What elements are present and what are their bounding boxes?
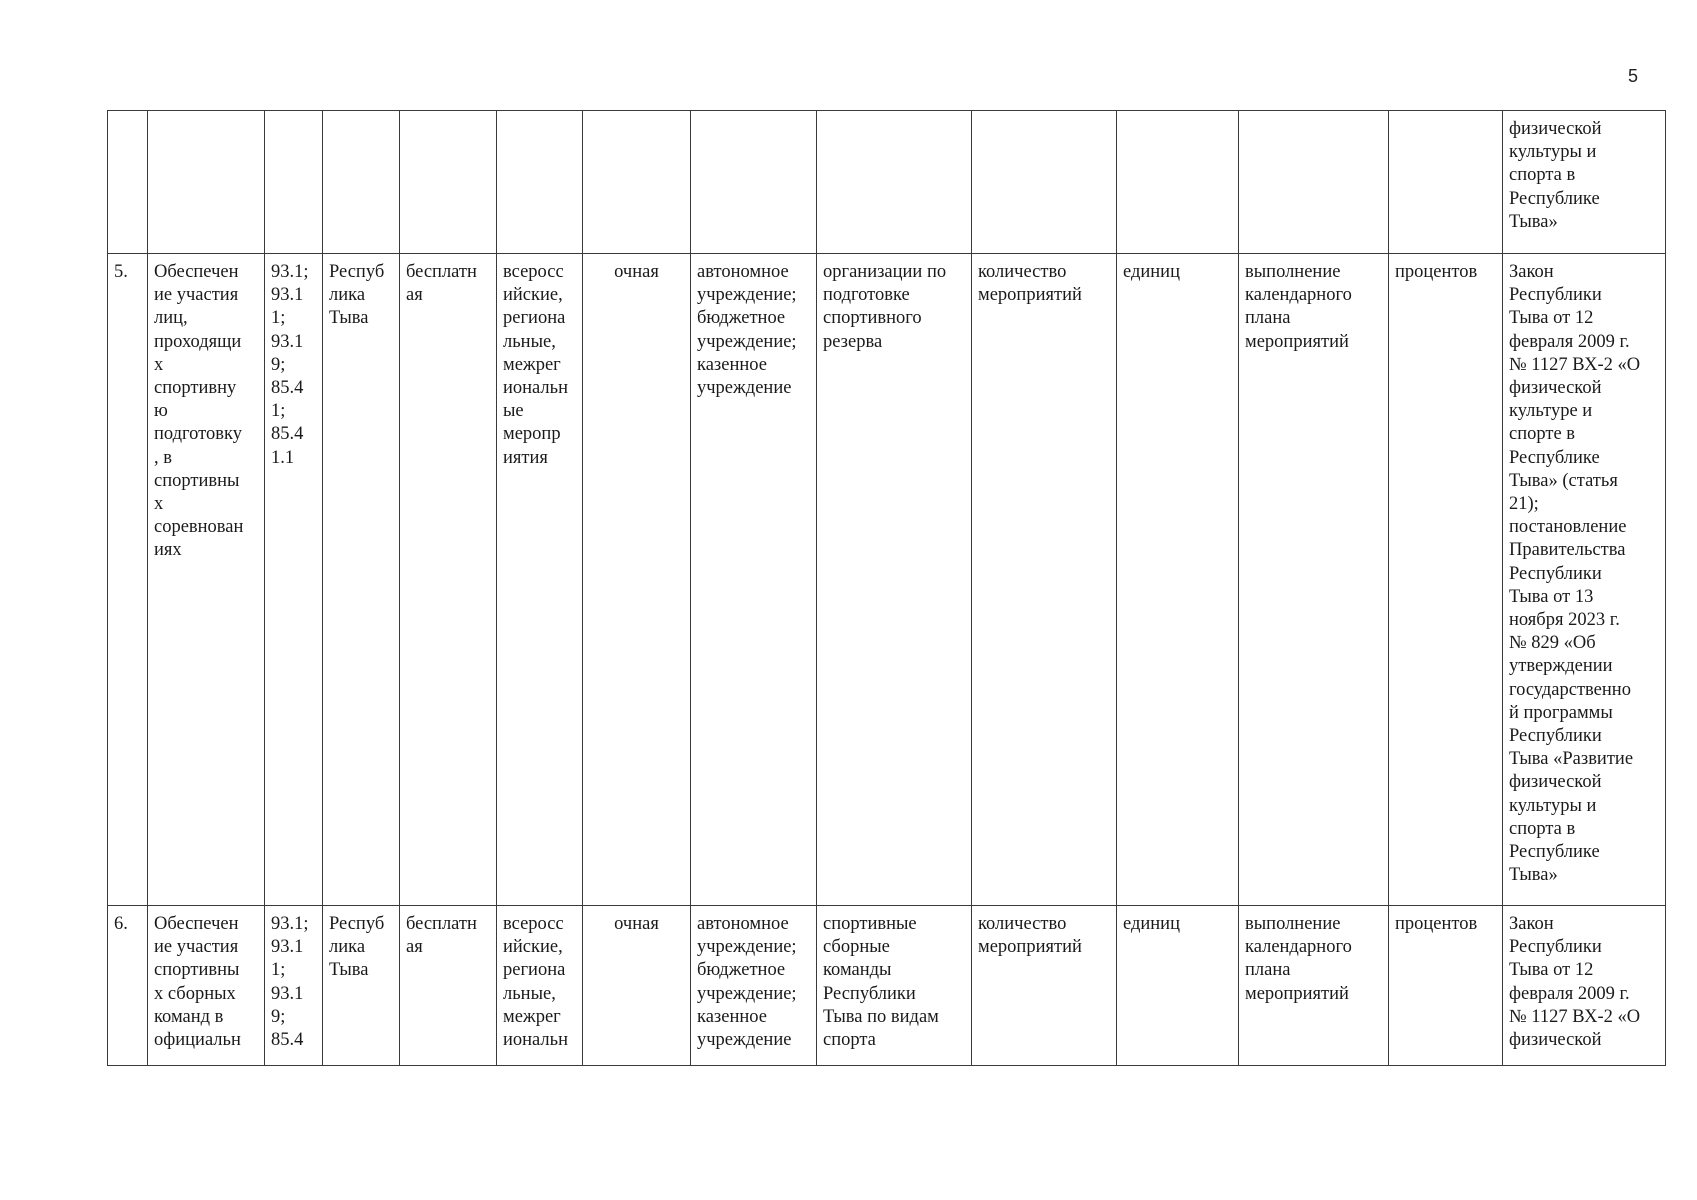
cell-text: автономное учреждение; бюджетное учреждение; казенное учреждение [697,914,797,1051]
cell-legal-basis [1503,111,1666,254]
cell-text: 5. [114,262,128,282]
cell-quality-unit [1389,111,1503,254]
cell-quality-unit [1389,254,1503,906]
cell-quality-indicator [1239,254,1389,906]
cell-text: Закон Республики Тыва от 12 февраля 2009 г. № 1127 ВХ-2 «О физической культуре и спорте в Республике Тыва» (статья 21); постановление Правительства Республики Тыва от 13 ноября 2023 г. № 829 «Об утверждении государственно й программы Республики Тыва «Развитие физической культуры и спорта в Республике Тыва» [1509,262,1641,886]
cell-institution-type [691,906,817,1066]
cell-okved-codes [265,906,323,1066]
cell-text: Респуб лика Тыва [329,262,385,329]
cell-text: бесплатн ая [406,914,477,958]
cell-legal-basis [1503,906,1666,1066]
cell-okved-codes [265,111,323,254]
cell-territory [323,111,400,254]
cell-payment [400,254,497,906]
cell-consumer-category [817,111,972,254]
cell-text: 6. [114,914,128,934]
cell-number [108,111,148,254]
cell-text: 93.1; 93.1 1; 93.1 9; 85.4 [271,914,309,1051]
cell-text: 93.1; 93.1 1; 93.1 9; 85.4 1; 85.4 1.1 [271,262,309,468]
cell-text: физической культуры и спорта в Республике Тыва» [1509,119,1602,232]
cell-text: процентов [1395,262,1478,282]
cell-text: всеросс ийские, региона льные, межрег иональн ые меропр иятия [503,262,568,468]
cell-text: автономное учреждение; бюджетное учреждение; казенное учреждение [697,262,797,399]
cell-service-name [148,111,265,254]
cell-quality-indicator [1239,111,1389,254]
cell-text: процентов [1395,914,1478,934]
cell-text: выполнение календарного плана мероприятий [1245,262,1352,352]
page-number: 5 [1628,66,1639,86]
table-row [108,254,1666,906]
cell-territory [323,906,400,1066]
cell-text: количество мероприятий [978,914,1082,958]
cell-consumer-category [817,254,972,906]
cell-form [583,254,691,906]
cell-content [497,906,583,1066]
cell-payment [400,111,497,254]
cell-payment [400,906,497,1066]
cell-text: спортивные сборные команды Республики Тыва по видам спорта [823,914,939,1051]
cell-quality-unit [1389,906,1503,1066]
cell-text: единиц [1123,262,1180,282]
table-row [108,906,1666,1066]
cell-text: всеросс ийские, региона льные, межрег иональн [503,914,568,1051]
cell-text: Обеспечен ие участия лиц, проходящи х спортивну ю подготовку , в спортивны х соревнован иях [154,262,244,561]
cell-unit [1117,111,1239,254]
cell-indicator-name [972,254,1117,906]
cell-indicator-name [972,111,1117,254]
cell-quality-indicator [1239,906,1389,1066]
services-table [107,110,1666,1066]
cell-text: Закон Республики Тыва от 12 февраля 2009 г. № 1127 ВХ-2 «О физической [1509,914,1641,1051]
cell-unit [1117,254,1239,906]
cell-institution-type [691,111,817,254]
cell-text: Обеспечен ие участия спортивны х сборных команд в официальн [154,914,241,1051]
cell-service-name [148,254,265,906]
cell-number [108,254,148,906]
cell-unit [1117,906,1239,1066]
cell-service-name [148,906,265,1066]
table-row [108,111,1666,254]
cell-text: единиц [1123,914,1180,934]
cell-indicator-name [972,906,1117,1066]
cell-content [497,111,583,254]
cell-text: организации по подготовке спортивного резерва [823,262,947,352]
cell-text: очная [614,914,659,934]
cell-form [583,906,691,1066]
cell-number [108,906,148,1066]
cell-institution-type [691,254,817,906]
cell-territory [323,254,400,906]
cell-text: выполнение календарного плана мероприятий [1245,914,1352,1004]
cell-text: количество мероприятий [978,262,1082,306]
cell-text: Респуб лика Тыва [329,914,385,981]
cell-text: очная [614,262,659,282]
cell-text: бесплатн ая [406,262,477,306]
cell-legal-basis [1503,254,1666,906]
cell-content [497,254,583,906]
cell-form [583,111,691,254]
cell-consumer-category [817,906,972,1066]
cell-okved-codes [265,254,323,906]
